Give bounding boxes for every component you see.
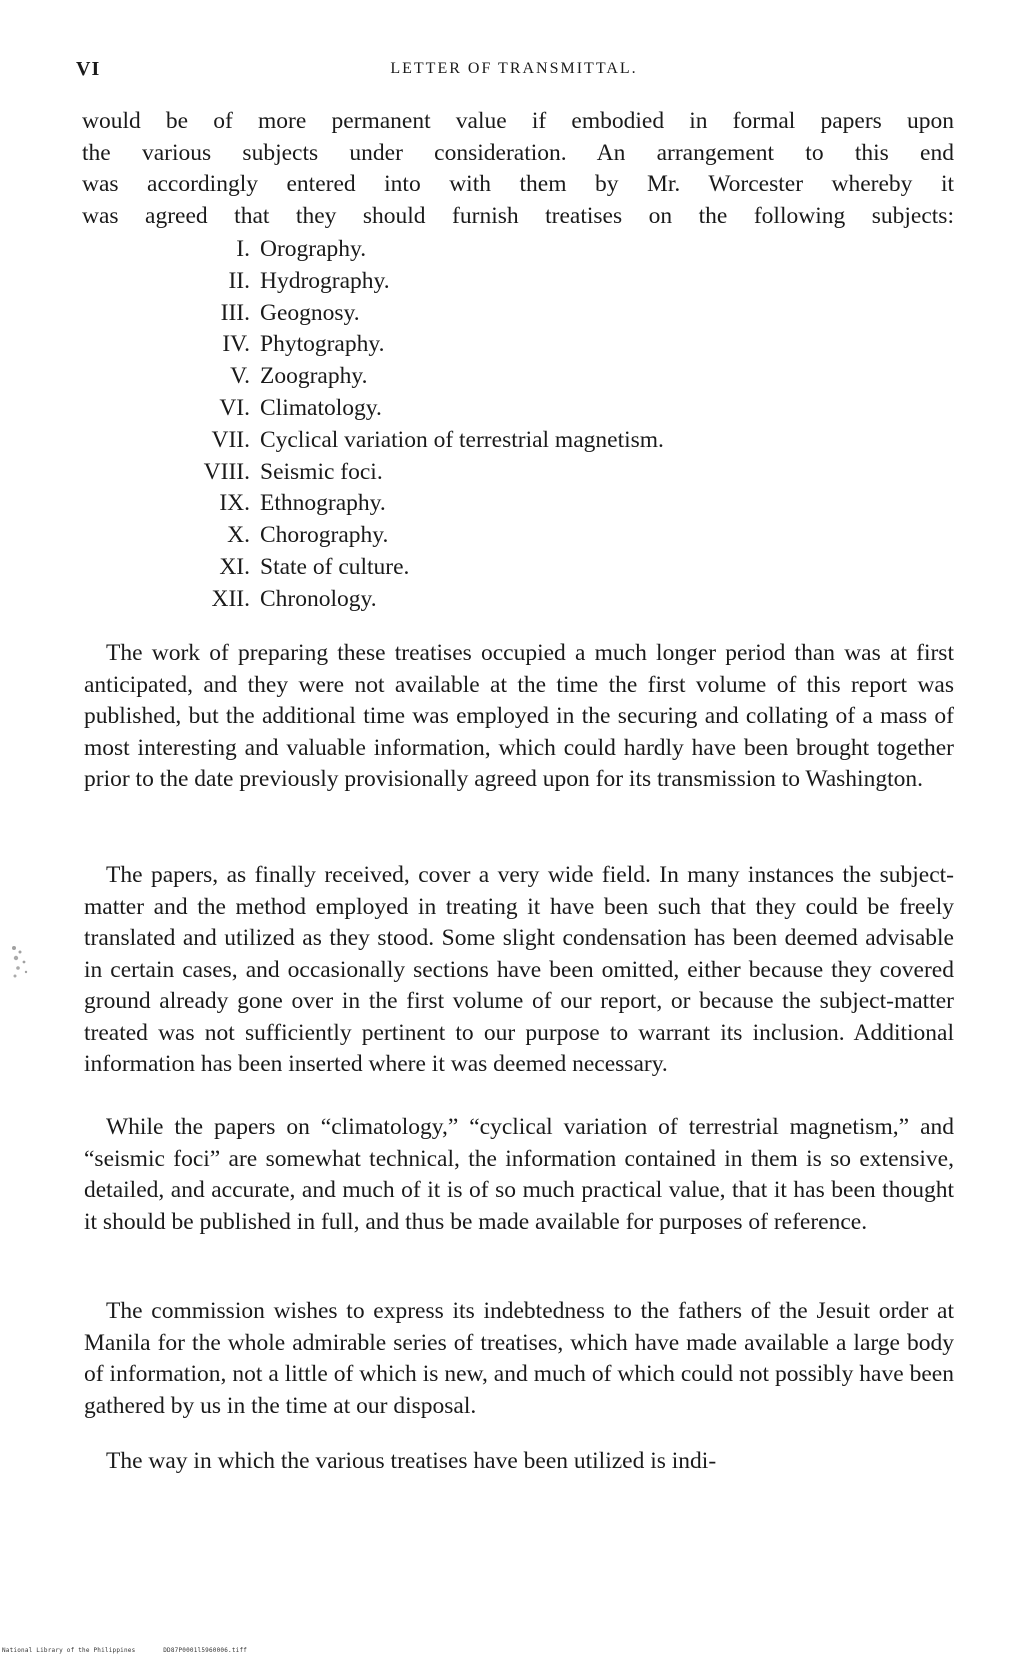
list-item — [150, 329, 930, 361]
list-item — [150, 298, 930, 330]
list-subject: Hydrography. — [260, 267, 390, 294]
list-item — [150, 584, 930, 616]
list-item — [150, 425, 930, 457]
list-numeral: II. — [228, 267, 250, 294]
list-subject: Cyclical variation of terrestrial magnetism. — [260, 426, 664, 453]
list-numeral: VIII. — [203, 458, 250, 485]
intro-line: was agreed that they should furnish treatises on the following subjects: — [82, 202, 954, 229]
footer-file: DD87P0001l5960006.tiff — [163, 1647, 248, 1654]
list-item — [150, 520, 930, 552]
paragraph-text: While the papers on “climatology,” “cyclical variation of terrestrial magnetism,” and “seismic foci” are somewhat technical, the information contained in them is so extensive, detailed, and accurate, and much of it is of so much practical value, that it has been thought it should be published in full, and thus be made available for purposes of reference. — [84, 1114, 954, 1235]
body-paragraph — [84, 860, 954, 1081]
intro-paragraph — [82, 106, 954, 232]
list-item — [150, 457, 930, 489]
list-item — [150, 552, 930, 584]
list-subject: Zoography. — [260, 363, 368, 390]
running-title: LETTER OF TRANSMITTAL. — [390, 60, 638, 77]
list-numeral: VII. — [211, 426, 250, 453]
list-numeral: IV. — [222, 331, 250, 358]
list-subject: Ethnography. — [260, 490, 386, 517]
list-subject: Chronology. — [260, 585, 377, 612]
list-numeral: IX. — [219, 490, 250, 517]
paragraph-text: The papers, as finally received, cover a very wide field. In many instances the subject-matter and the method employed in treating it have been such that they could be freely translated and utilized as they stood. Some slight condensation has been deemed advisable in certain cases, and occasionally sections have been omitted, either because they covered ground already gone over in the first volume of our report, or because the subject-matter treated was not sufficiently pertinent to our purpose to warrant its inclusion. Additional information has been inserted where it was deemed necessary. — [84, 862, 954, 1077]
list-numeral: V. — [230, 363, 250, 390]
list-item — [150, 266, 930, 298]
list-subject: Climatology. — [260, 394, 382, 421]
running-head — [76, 58, 952, 84]
page-number: VI — [76, 58, 101, 80]
list-numeral: X. — [227, 522, 250, 549]
list-subject: State of culture. — [260, 553, 410, 580]
list-subject: Geognosy. — [260, 299, 360, 326]
list-item — [150, 488, 930, 520]
list-numeral: VI. — [219, 394, 250, 421]
body-paragraph — [84, 1112, 954, 1238]
list-item — [150, 234, 930, 266]
paragraph-text: The work of preparing these treatises occupied a much longer period than was at first anticipated, and they were not available at the time the first volume of this report was published, but the additional time was employed in the securing and collating of a mass of most interesting and valuable information, which could hardly have been brought together prior to the date previously provisionally agreed upon for its transmission to Washington. — [84, 640, 954, 792]
intro-line: the various subjects under consideration. An arrangement to this end — [82, 139, 954, 166]
list-numeral: III. — [220, 299, 250, 326]
list-subject: Phytography. — [260, 331, 385, 358]
footer-library: National Library of the Philippines — [2, 1647, 136, 1654]
intro-line: was accordingly entered into with them by Mr. Worcester whereby it — [82, 171, 954, 197]
paragraph-text: The way in which the various treatises have been utilized is indi- — [106, 1448, 717, 1474]
intro-line: would be of more permanent value if embodied in formal papers upon — [82, 108, 954, 134]
paragraph-text: The commission wishes to express its indebtedness to the fathers of the Jesuit order at Manila for the whole admirable series of treatises, which have made available a large body of information, not a little of which is new, and much of which could not possibly have been gathered by us in the time at our disposal. — [84, 1298, 954, 1419]
subject-list — [150, 234, 930, 616]
list-item — [150, 361, 930, 393]
body-paragraph — [84, 1296, 954, 1422]
list-numeral: I. — [236, 236, 250, 262]
list-subject: Chorography. — [260, 522, 389, 549]
list-item — [150, 393, 930, 425]
ink-stain-mark — [6, 940, 32, 984]
list-subject: Seismic foci. — [260, 458, 383, 485]
list-numeral: XI. — [219, 553, 250, 580]
list-numeral: XII. — [211, 585, 250, 612]
body-paragraph — [84, 638, 954, 796]
scan-footer — [2, 1647, 271, 1654]
body-paragraph — [84, 1446, 954, 1478]
list-subject: Orography. — [260, 236, 367, 262]
